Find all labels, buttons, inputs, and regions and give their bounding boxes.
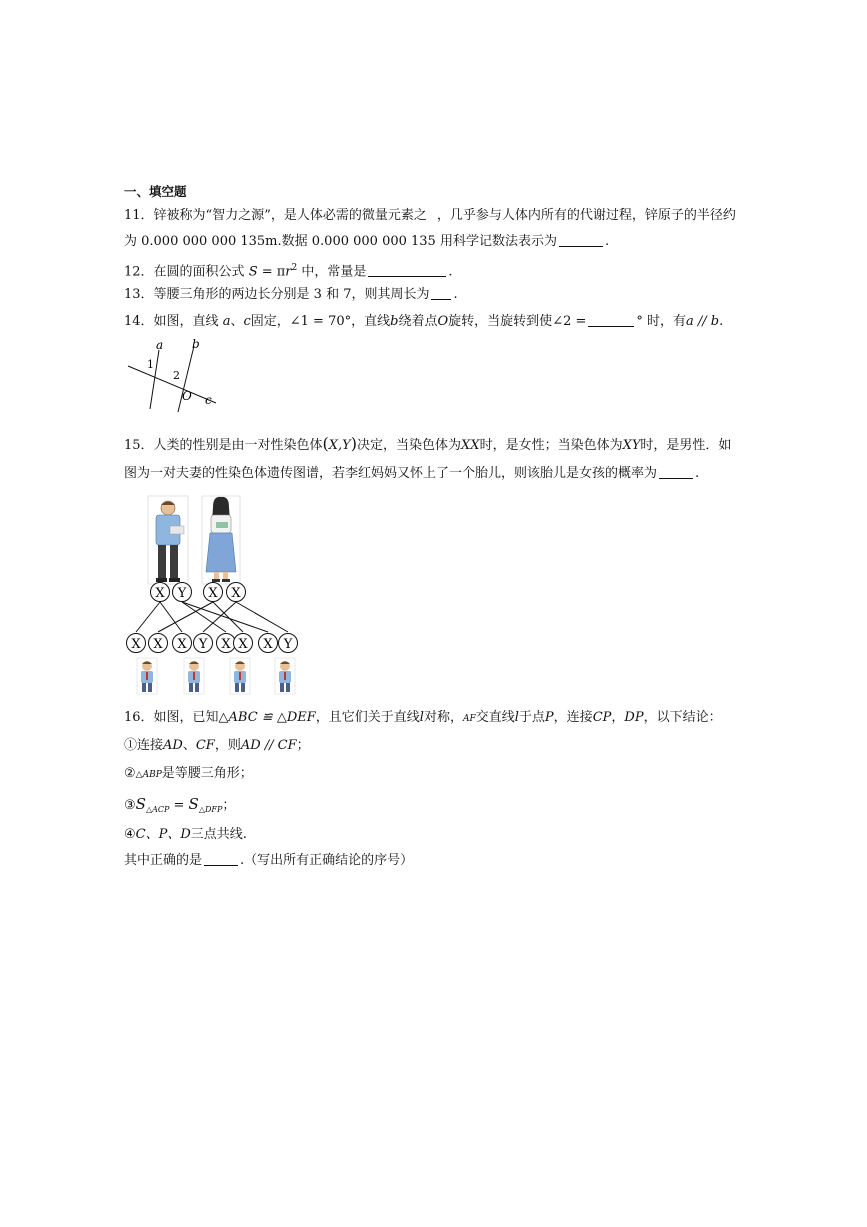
- q14-angle1: ∠1 = 70°: [289, 314, 352, 329]
- q16-dp: DP: [624, 710, 644, 725]
- q16-c1-text: ①连接: [124, 738, 164, 753]
- q15-text-5: 图为一对夫妻的性染色体遗传图谱，若李红妈妈又怀上了一个胎儿，则该胎儿是女孩的概率为: [124, 466, 658, 481]
- section-title: 一、填空题: [124, 184, 187, 199]
- parent-chromosomes: [151, 583, 246, 602]
- q16-point-p: P: [544, 710, 554, 725]
- q16-c2-text: 是等腰三角形；: [161, 766, 253, 781]
- child-chromosome-5: X: [221, 637, 231, 652]
- inheritance-lines: [136, 602, 288, 632]
- q16-text-5: 于点: [518, 710, 545, 725]
- q15-line2: [124, 466, 699, 482]
- q16-c3-sub2: △DFP: [198, 805, 223, 814]
- q16-text-6: ，连接: [553, 710, 593, 725]
- q16-af: AF: [462, 714, 476, 724]
- child-chromosome-6: X: [238, 637, 248, 652]
- father-chromosome-2: Y: [177, 586, 187, 601]
- q14-text-3: ，直线: [351, 314, 391, 329]
- q16-congruence: △ABC ≌ △DEF: [218, 710, 316, 725]
- q13-period: .: [453, 287, 458, 302]
- q16-conclusion-4: [124, 827, 247, 843]
- q15-xy: X,Y: [328, 438, 351, 453]
- q16-line1: [124, 710, 722, 727]
- q14-text: 14．如图，直线: [124, 314, 219, 329]
- child-chromosome-7: X: [263, 637, 273, 652]
- q15-answer-blank[interactable]: [659, 466, 693, 479]
- mother-chromosome-2: X: [231, 586, 241, 601]
- label-angle-1: 1: [147, 358, 154, 371]
- q13-answer-blank[interactable]: [431, 287, 451, 300]
- label-angle-2: 2: [173, 369, 180, 382]
- q14-line: [124, 314, 723, 330]
- q16-c1-end: ；: [296, 738, 310, 753]
- q16-c3-end: ；: [222, 798, 236, 813]
- q16-c4-text: 三点共线.: [190, 827, 247, 842]
- q14-line-c: c: [243, 314, 251, 329]
- q14-text-5: 旋转，当旋转到使: [448, 314, 553, 329]
- q12-formula-s: S: [248, 264, 258, 280]
- q16-c1-sep: 、: [182, 738, 196, 753]
- q12-formula-sup: 2: [291, 263, 298, 273]
- child-figure-2: [184, 658, 204, 694]
- q16-conclusion-2: [124, 766, 253, 783]
- q15-xy-2: XY: [622, 438, 641, 453]
- q16-c3-sub1: △ACP: [145, 805, 170, 814]
- q12-text-mid: 中，常量是: [301, 264, 367, 280]
- q14-parallel: a // b: [686, 314, 720, 329]
- q16-text: 16．如图，已知: [124, 710, 219, 725]
- q16-text-2: ，且它们关于直线: [315, 710, 420, 725]
- q11-period: .: [604, 234, 610, 249]
- mother-chromosome-1: X: [208, 586, 218, 601]
- children-chromosomes: [127, 634, 298, 653]
- child-chromosome-4: Y: [198, 637, 208, 652]
- q16-final-text: 其中正确的是: [124, 853, 203, 868]
- q15-xx: XX: [461, 438, 480, 453]
- q16-line-l: l: [419, 710, 424, 725]
- q16-final: [124, 853, 413, 869]
- father-figure: [148, 496, 188, 584]
- q16-conclusion-3: [124, 796, 235, 818]
- q16-c2-triangle: △ABP: [135, 770, 162, 780]
- q16-c3-num: ③: [124, 798, 136, 813]
- q16-conclusion-1: [124, 738, 310, 754]
- q15-figure: [118, 492, 308, 697]
- child-figure-1: [137, 658, 157, 694]
- q16-c3-s2: S: [188, 795, 199, 813]
- q14-figure: [120, 336, 220, 414]
- child-figure-4: [275, 658, 295, 694]
- q14-line-a: a: [222, 314, 231, 329]
- q16-c2-num: ②: [124, 766, 136, 781]
- q16-c4-points: C、P、D: [135, 827, 191, 842]
- mother-figure: [202, 496, 240, 584]
- q16-c3-eq: =: [169, 798, 189, 813]
- q11-text-2: 为 0.000 000 000 135m.数据 0.000 000 000 135 用科学记数法表示为: [124, 234, 557, 249]
- line-c: [128, 366, 216, 403]
- q13-line: [124, 287, 458, 303]
- q15-line1: 15．人类的性别是由一对性染色体(X,Y)决定，当染色体为XX时，是女性；当染色体为XY时，是男性．如: [124, 434, 732, 453]
- q16-cp: CP: [592, 710, 612, 725]
- child-figure-3: [230, 658, 250, 694]
- q12-period: .: [448, 264, 453, 280]
- label-a: a: [156, 338, 164, 352]
- q15-text-4: 时，是男性．如: [640, 438, 732, 453]
- child-chromosome-2: X: [153, 637, 163, 652]
- q15-text-3: 时，是女性；当染色体为: [479, 438, 623, 453]
- q16-text-7: ，以下结论：: [643, 710, 722, 725]
- q16-line-l-2: l: [514, 710, 519, 725]
- q11-line1: [124, 208, 736, 224]
- q16-answer-blank[interactable]: [204, 853, 238, 866]
- q12-answer-blank[interactable]: [368, 264, 446, 277]
- q13-text: 13．等腰三角形的两边长分别是 3 和 7，则其周长为: [124, 287, 430, 302]
- father-chromosome-1: X: [155, 586, 165, 601]
- q11-text: 11．锌被称为“智力之源”，是人体必需的微量元素之: [124, 208, 427, 223]
- label-c: c: [205, 393, 212, 407]
- q14-line-b: b: [390, 314, 399, 329]
- q14-angle2: ∠2 =: [552, 314, 587, 329]
- q15-text-2: 决定，当染色体为: [357, 438, 462, 453]
- q11-answer-blank[interactable]: [559, 234, 603, 247]
- q12-formula-eq: = π: [257, 264, 286, 280]
- label-point-o: O: [182, 389, 192, 403]
- child-chromosome-3: X: [177, 637, 187, 652]
- q15-period: .: [695, 466, 700, 481]
- q16-c1-parallel: AD // CF: [240, 738, 297, 753]
- q14-sep: 、: [230, 314, 244, 329]
- q16-comma: ，: [611, 710, 625, 725]
- q14-text-4: 绕着点: [398, 314, 438, 329]
- q14-text-2: 固定，: [250, 314, 290, 329]
- q14-period: .: [719, 314, 724, 329]
- q12-text: 12．在圆的面积公式: [124, 264, 245, 280]
- child-chromosome-8: Y: [283, 637, 293, 652]
- q15-text: 15．人类的性别是由一对性染色体: [124, 438, 323, 453]
- q14-point-o: O: [437, 314, 449, 329]
- q12-line: [124, 260, 453, 280]
- q16-text-3: 对称，: [423, 710, 463, 725]
- q14-answer-blank[interactable]: [588, 314, 634, 327]
- label-b: b: [192, 337, 200, 351]
- child-chromosome-1: X: [131, 637, 141, 652]
- q14-text-6: ° 时，有: [636, 314, 687, 329]
- q12-formula-r: r: [285, 264, 292, 280]
- q16-c3-s1: S: [135, 795, 146, 813]
- q16-text-4: 交直线: [475, 710, 515, 725]
- q16-c1-text-2: ，则: [214, 738, 241, 753]
- q16-c4-num: ④: [124, 827, 136, 842]
- q11-text-cont: ，几乎参与人体内所有的代谢过程，锌原子的半径约: [436, 208, 736, 223]
- q11-line2: [124, 234, 609, 250]
- q16-final-text-2: .（写出所有正确结论的序号）: [240, 853, 414, 868]
- q16-c1-ad: AD: [163, 738, 183, 753]
- q16-c1-cf: CF: [195, 738, 215, 753]
